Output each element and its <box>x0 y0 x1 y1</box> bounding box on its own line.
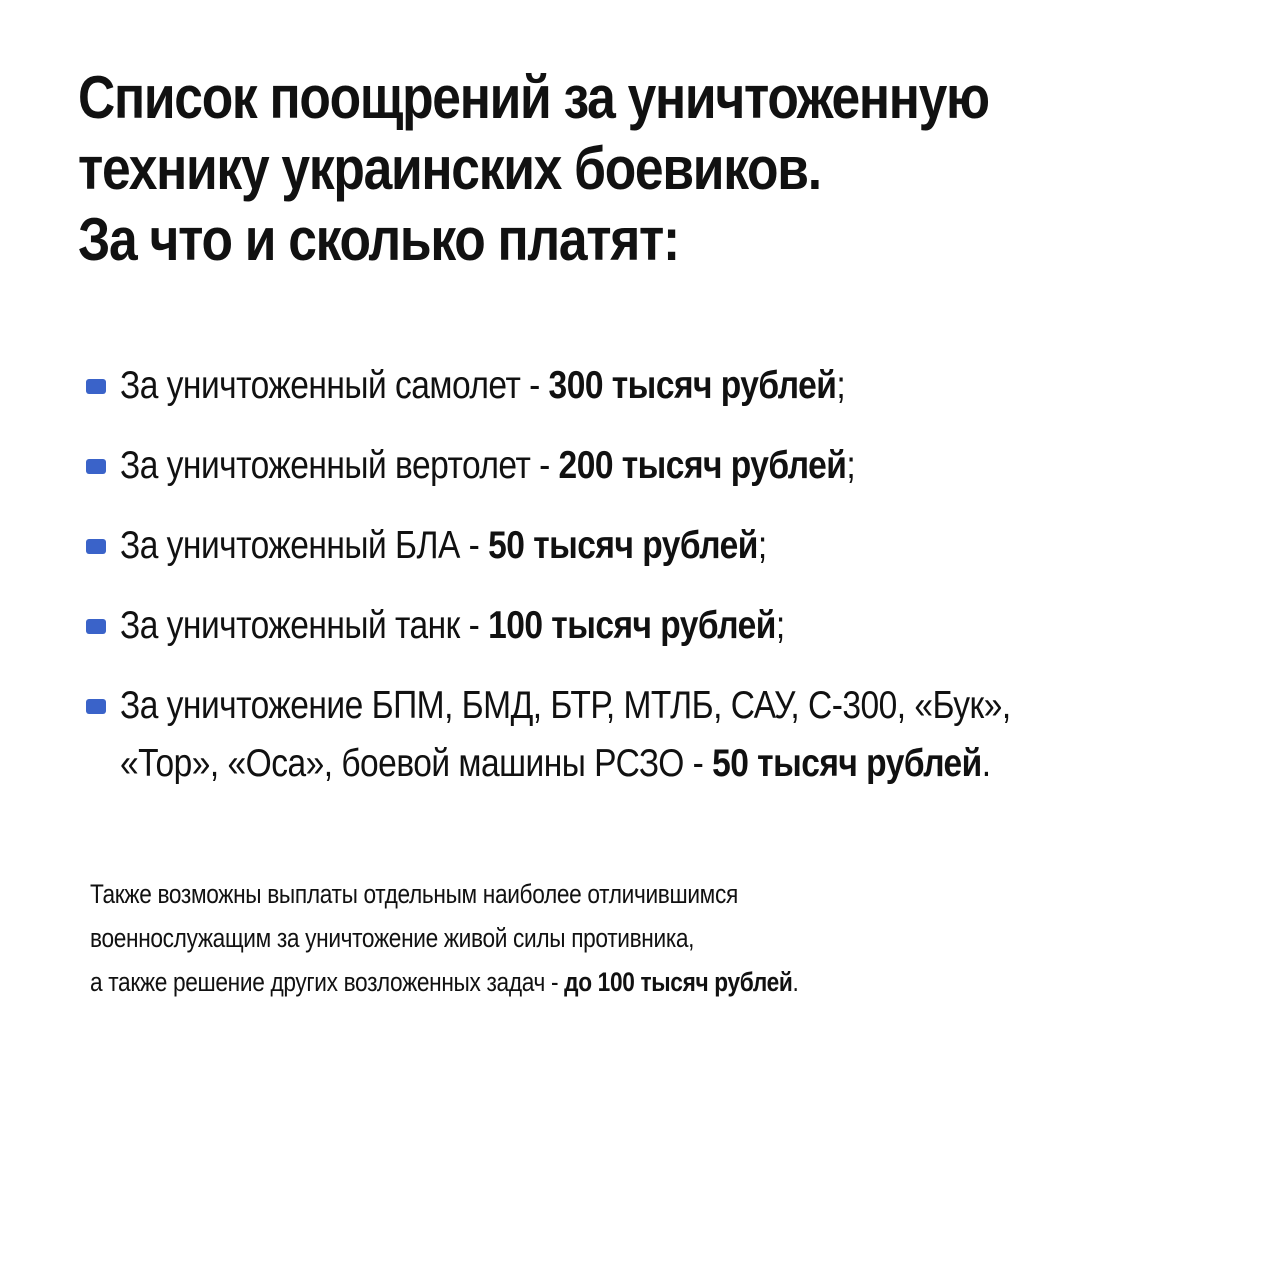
item-text: За уничтоженный БЛА - <box>120 524 489 567</box>
footnote <box>90 872 1014 1004</box>
item-text-line-2: «Тор», «Оса», боевой машины РСЗО - <box>120 742 713 785</box>
item-text-line-1: За уничтожение БПМ, БМД, БТР, МТЛБ, САУ, С-300, «Бук», <box>120 684 1011 727</box>
item-amount: 100 тысяч рублей <box>488 604 776 647</box>
title-line-3: За что и сколько платят: <box>78 206 679 273</box>
item-end: ; <box>757 524 767 567</box>
item-end: ; <box>775 604 785 647</box>
reward-list <box>86 357 1206 815</box>
item-end: ; <box>846 444 856 487</box>
item-amount: 200 тысяч рублей <box>558 444 847 487</box>
footnote-end: . <box>792 967 799 997</box>
list-item-vehicles <box>86 677 1206 793</box>
item-amount: 50 тысяч рублей <box>488 524 758 567</box>
footnote-line-1: Также возможны выплаты отдельным наиболее отличившимся <box>90 879 738 909</box>
list-item-helicopter <box>86 437 1206 495</box>
item-end: ; <box>836 364 846 407</box>
item-text: За уничтоженный танк - <box>120 604 489 647</box>
list-item-plane <box>86 357 1206 415</box>
bullet-icon <box>86 379 106 394</box>
title-line-1: Список поощрений за уничтоженную <box>78 64 989 131</box>
item-text: За уничтоженный вертолет - <box>120 444 559 487</box>
page-title <box>78 62 1067 275</box>
item-end: . <box>981 742 991 785</box>
item-text: За уничтоженный самолет - <box>120 364 549 407</box>
footnote-line-3: а также решение других возложенных задач - <box>90 967 565 997</box>
list-item-tank <box>86 597 1206 655</box>
footnote-line-2: военнослужащим за уничтожение живой силы противника, <box>90 923 695 953</box>
item-amount: 50 тысяч рублей <box>712 742 982 785</box>
footnote-amount: до 100 тысяч рублей <box>564 967 793 997</box>
title-line-2: технику украинских боевиков. <box>78 135 821 202</box>
bullet-icon <box>86 619 106 634</box>
bullet-icon <box>86 699 106 714</box>
bullet-icon <box>86 459 106 474</box>
list-item-uav <box>86 517 1206 575</box>
bullet-icon <box>86 539 106 554</box>
item-amount: 300 тысяч рублей <box>548 364 837 407</box>
